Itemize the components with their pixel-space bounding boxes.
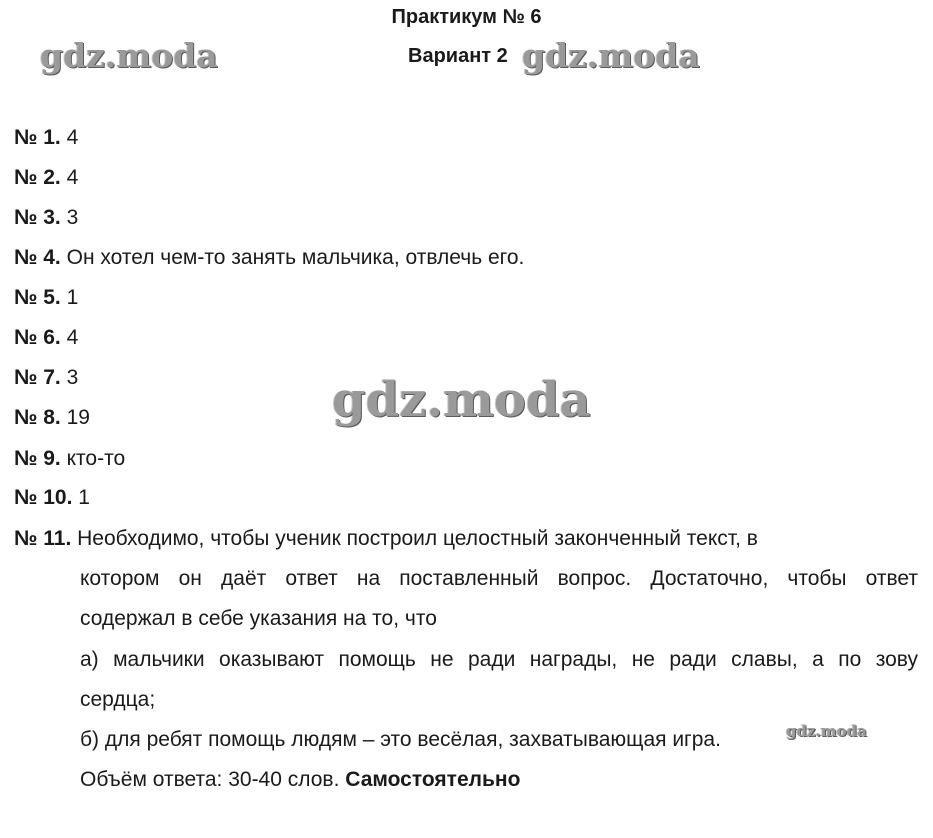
volume-label: Объём ответа: 30-40 слов. bbox=[80, 768, 340, 791]
volume-note: Самостоятельно bbox=[345, 768, 521, 791]
answer-11-line: а) мальчики оказывают помощь не ради награды, не ради славы, а по зову bbox=[80, 648, 918, 671]
page-title: Практикум № 6 bbox=[391, 6, 542, 28]
answer-text: Необходимо, чтобы ученик построил целостный законченный текст, в bbox=[77, 527, 758, 550]
watermark-logo: gdz.moda bbox=[522, 36, 700, 75]
answer-row-9 bbox=[14, 446, 125, 472]
answer-text: 3 bbox=[66, 206, 79, 229]
answer-number: № 11. bbox=[14, 527, 72, 550]
answer-number: № 6. bbox=[14, 326, 61, 349]
answer-row-2 bbox=[14, 165, 78, 191]
answer-text: Он хотел чем-то занять мальчика, отвлечь его. bbox=[66, 246, 525, 269]
watermark-logo: gdz.moda bbox=[40, 36, 218, 75]
answer-number: № 2. bbox=[14, 166, 61, 189]
answer-text: 4 bbox=[66, 166, 79, 189]
variant-heading: Вариант 2 bbox=[408, 45, 508, 67]
answer-11-line: б) для ребят помощь людям – это весёлая, захватывающая игра. bbox=[80, 728, 721, 751]
answer-row-5 bbox=[14, 285, 78, 311]
watermark-logo: gdz.moda bbox=[332, 372, 591, 428]
answer-number: № 7. bbox=[14, 366, 61, 389]
answer-text: 4 bbox=[66, 326, 79, 349]
answer-number: № 4. bbox=[14, 246, 61, 269]
answer-number: № 5. bbox=[14, 286, 61, 309]
answer-number: № 1. bbox=[14, 126, 61, 149]
answer-number: № 8. bbox=[14, 406, 61, 429]
answer-row-4 bbox=[14, 245, 524, 271]
answer-11-line: содержал в себе указания на то, что bbox=[80, 607, 437, 630]
watermark-logo: gdz.moda bbox=[786, 722, 867, 740]
answer-row-3 bbox=[14, 205, 78, 231]
answer-text: 3 bbox=[66, 366, 79, 389]
answer-row-8 bbox=[14, 405, 90, 431]
answer-number: № 9. bbox=[14, 447, 61, 470]
answer-row-7 bbox=[14, 365, 78, 391]
answer-row-11 bbox=[14, 526, 758, 552]
answer-text: 1 bbox=[66, 286, 79, 309]
answer-text: 19 bbox=[66, 406, 90, 429]
answer-text: 1 bbox=[78, 486, 90, 509]
answer-number: № 10. bbox=[14, 486, 73, 509]
answer-row-10 bbox=[14, 485, 90, 511]
answer-text: 4 bbox=[66, 126, 79, 149]
answer-number: № 3. bbox=[14, 206, 61, 229]
answer-11-line: сердца; bbox=[80, 688, 156, 711]
answer-text: кто-то bbox=[66, 447, 126, 470]
answer-row-1 bbox=[14, 125, 78, 151]
answer-row-6 bbox=[14, 325, 78, 351]
answer-11-line: котором он даёт ответ на поставленный вопрос. Достаточно, чтобы ответ bbox=[80, 567, 918, 590]
answer-volume bbox=[80, 767, 918, 793]
